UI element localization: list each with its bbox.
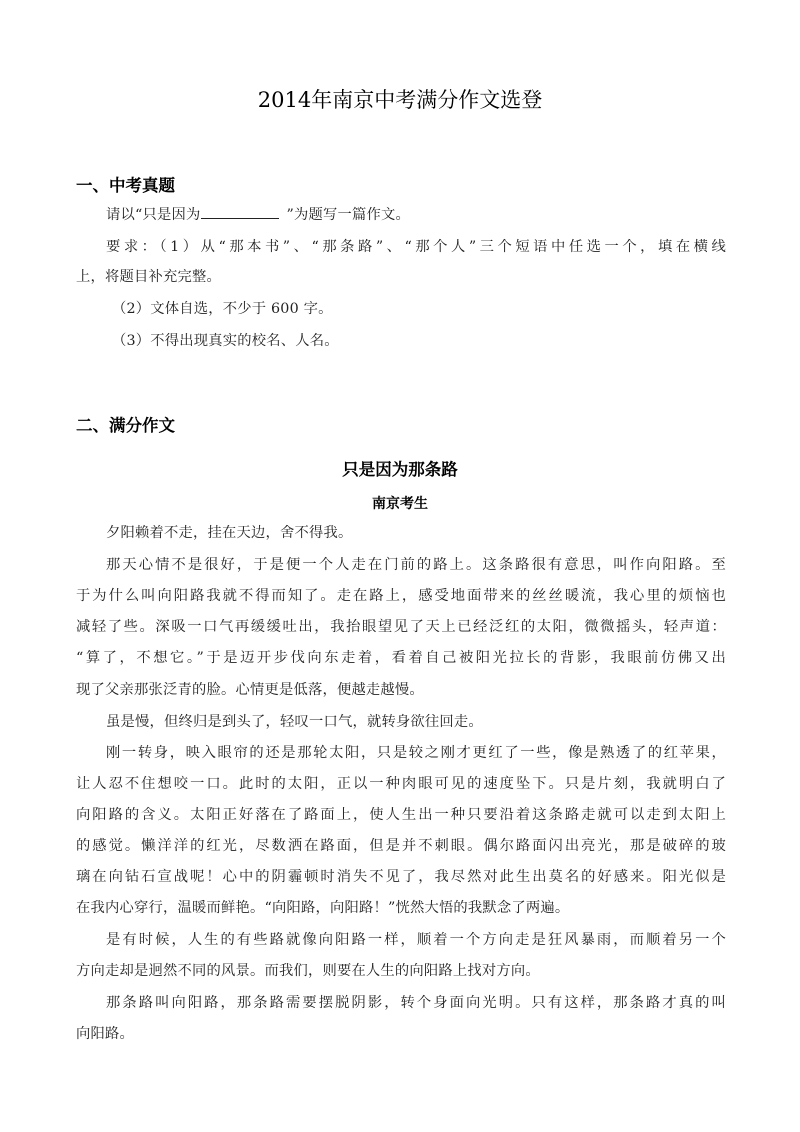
- section-heading-exam-question: 一、中考真题: [76, 176, 175, 195]
- essay-line: 虽是慢，但终归是到头了，轻叹一口气，就转身欲往回走。: [106, 714, 483, 730]
- prompt-text-after: ”为题写一篇作文。: [286, 207, 410, 223]
- essay-line: 向阳路的含义。太阳正好落在了路面上，使人生出一种只要沿着这条路走就可以走到太阳上: [76, 807, 726, 823]
- essay-line: 方向走却是迥然不同的风景。而我们，则要在人生的向阳路上找对方向。: [76, 963, 540, 979]
- essay-line: 是有时候，人生的有些路就像向阳路一样，顺着一个方向走是狂风暴雨，而顺着另一个: [106, 932, 726, 948]
- requirement-1-line-1: 要求：（1）从“那本书”、“那条路”、“那个人”三个短语中任选一个，填在横线: [106, 239, 726, 255]
- essay-line: 璃在向钻石宣战呢！心中的阴霾顿时消失不见了，我尽然对此生出莫名的好感来。阳光似是: [76, 869, 726, 885]
- essay-line: 在我内心穿行，温暖而鲜艳。“向阳路，向阳路！”恍然大悟的我默念了两遍。: [76, 900, 570, 916]
- essay-line: 那条路叫向阳路，那条路需要摆脱阴影，转个身面向光明。只有这样，那条路才真的叫: [106, 995, 726, 1011]
- essay-line: 夕阳赖着不走，挂在天边，舍不得我。: [106, 525, 353, 541]
- essay-line: 现了父亲那张泛青的脸。心情更是低落，便越走越慢。: [76, 682, 424, 698]
- exam-prompt: [106, 204, 756, 224]
- essay-line: 刚一转身，映入眼帘的还是那轮太阳，只是较之刚才更红了一些，像是熟透了的红苹果，: [106, 745, 726, 761]
- essay-author: 南京考生: [372, 496, 428, 512]
- requirement-1-line-2: 上，将题目补充完整。: [76, 269, 221, 285]
- essay-title: 只是因为那条路: [342, 460, 458, 479]
- essay-line: 减轻了些。深吸一口气再缓缓吐出，我抬眼望见了天上已经泛红的太阳，微微摇头，轻声道：: [76, 619, 726, 635]
- requirement-2: （2）文体自选，不少于 600 字。: [112, 301, 333, 317]
- essay-line: 那天心情不是很好，于是便一个人走在门前的路上。这条路很有意思，叫作向阳路。至: [106, 557, 726, 573]
- fill-in-blank: [201, 204, 279, 219]
- essay-line: 让人忍不住想咬一口。此时的太阳，正以一种肉眼可见的速度坠下。只是片刻，我就明白了: [76, 776, 726, 792]
- essay-line: 向阳路。: [76, 1026, 134, 1042]
- essay-line: 的感觉。懒洋洋的红光，尽数洒在路面，但是并不刺眼。偶尔路面闪出亮光，那是破碎的玻: [76, 838, 726, 854]
- essay-line: 于为什么叫向阳路我就不得而知了。走在路上，感受地面带来的丝丝暖流，我心里的烦恼也: [76, 588, 726, 604]
- document-title: 2014年南京中考满分作文选登: [257, 88, 543, 112]
- essay-line: “算了，不想它。”于是迈开步伐向东走着，看着自己被阳光拉长的背影，我眼前仿佛又出: [76, 650, 726, 666]
- requirement-3: （3）不得出现真实的校名、人名。: [112, 333, 339, 349]
- section-heading-full-score-essay: 二、满分作文: [76, 416, 175, 435]
- prompt-text-before: 请以“只是因为: [106, 207, 201, 223]
